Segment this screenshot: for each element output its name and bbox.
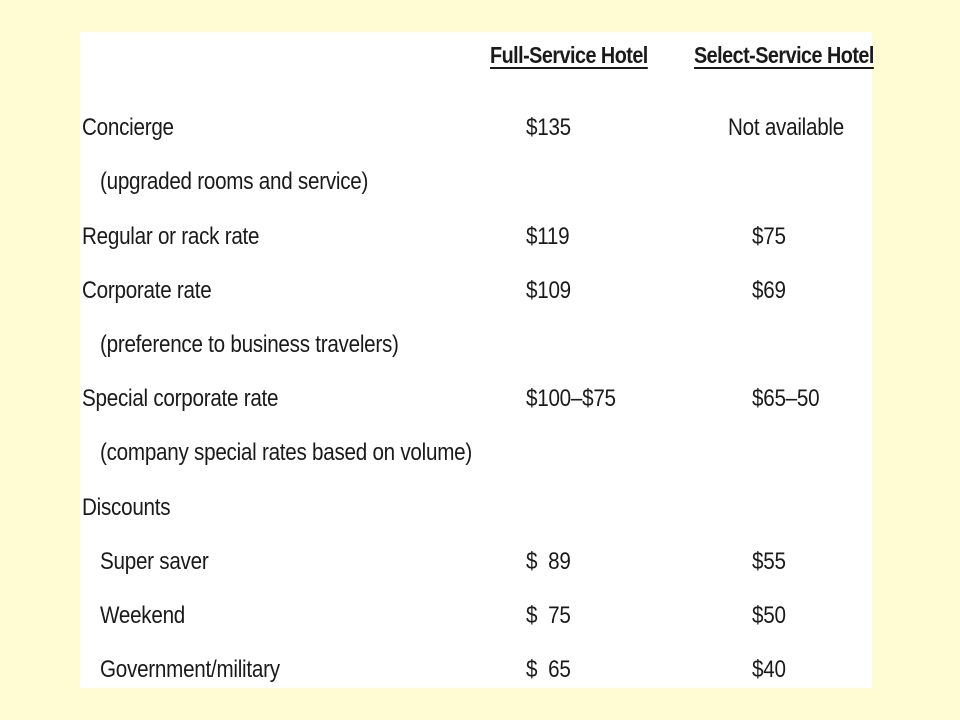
select-service-value: $65–50 — [752, 385, 820, 412]
row-label: Government/military — [100, 656, 280, 683]
table-row — [80, 162, 872, 202]
select-service-value: $40 — [752, 656, 786, 683]
row-note: (preference to business travelers) — [100, 331, 399, 358]
select-service-value: $50 — [752, 602, 786, 629]
rate-table-panel — [80, 32, 872, 688]
select-service-value: $69 — [752, 277, 786, 304]
table-row — [80, 217, 872, 257]
row-label: Weekend — [100, 602, 186, 629]
row-label: Super saver — [100, 548, 209, 575]
select-service-value: Not available — [728, 114, 844, 141]
full-service-value: $ 75 — [526, 602, 571, 629]
select-service-value: $55 — [752, 548, 786, 575]
table-row — [80, 650, 872, 690]
full-service-value: $135 — [526, 114, 571, 141]
row-label: Concierge — [82, 114, 174, 141]
row-label: Special corporate rate — [82, 385, 279, 412]
table-row — [80, 433, 872, 473]
row-label: Regular or rack rate — [82, 223, 260, 250]
full-service-value: $119 — [526, 223, 570, 250]
full-service-value: $ 65 — [526, 656, 571, 683]
select-service-value: $75 — [752, 223, 786, 250]
row-label: Corporate rate — [82, 277, 212, 304]
table-row — [80, 271, 872, 311]
section-label-discounts: Discounts — [82, 494, 171, 521]
header-full-service-hotel: Full-Service Hotel — [490, 42, 648, 68]
table-row — [80, 488, 872, 528]
table-row — [80, 596, 872, 636]
full-service-value: $100–$75 — [526, 385, 616, 412]
row-note: (upgraded rooms and service) — [100, 168, 369, 195]
table-row — [80, 325, 872, 365]
table-row — [80, 108, 872, 148]
header-select-service-hotel: Select-Service Hotel — [694, 42, 874, 68]
full-service-value: $ 89 — [526, 548, 571, 575]
full-service-value: $109 — [526, 277, 571, 304]
table-row — [80, 379, 872, 419]
table-row — [80, 542, 872, 582]
row-note: (company special rates based on volume) — [100, 439, 472, 466]
